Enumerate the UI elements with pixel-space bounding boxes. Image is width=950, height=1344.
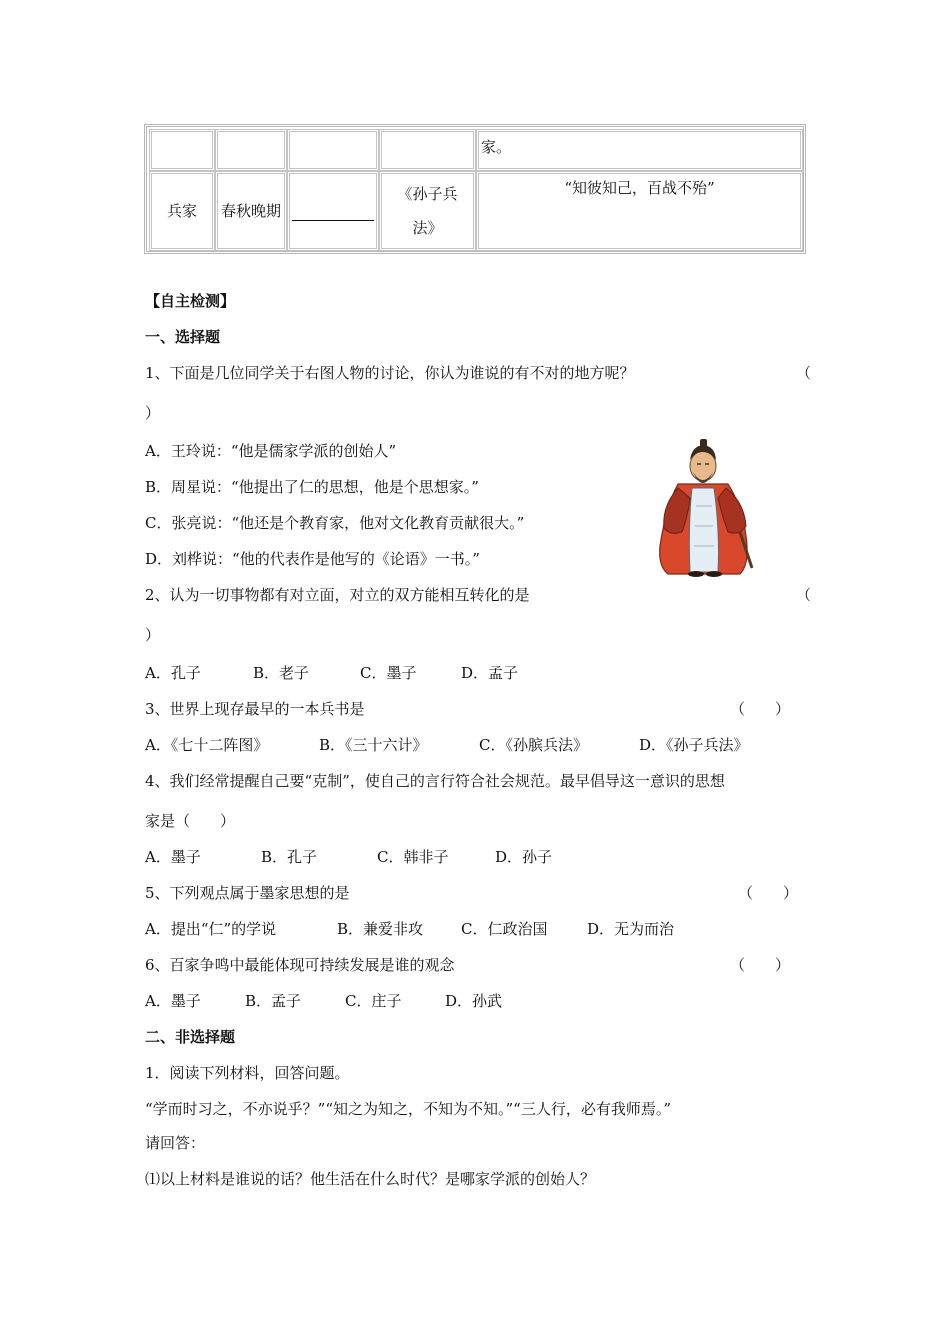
q1-option-b: B．周星说：“他提出了仁的思想，他是个思想家。” <box>145 478 479 496</box>
q4-option-b: B．孔子 <box>261 848 318 866</box>
q1-paren-close: ） <box>145 404 161 422</box>
q2-paren-close: ） <box>145 626 161 644</box>
school-name: 兵家 <box>166 202 197 220</box>
q1-option-c: C．张亮说：“他还是个教育家，他对文化教育贡献很大。” <box>145 514 525 532</box>
book-title-line1: 《孙子兵 <box>397 185 458 203</box>
table-cell <box>476 129 803 171</box>
q5-option-c: C．仁政治国 <box>461 920 548 938</box>
q4-option-d: D．孙子 <box>495 848 553 866</box>
q3-paren: （ ） <box>730 700 791 718</box>
confucius-illustration <box>648 436 758 578</box>
section-choice: 一、选择题 <box>145 328 221 346</box>
q5-option-a: A．提出“仁”的学说 <box>145 920 277 938</box>
q2-option-b: B．老子 <box>253 664 310 682</box>
q3-option-d: D．《孙子兵法》 <box>639 736 749 754</box>
fill-blank <box>292 202 374 221</box>
q2-option-a: A．孔子 <box>145 664 201 682</box>
schools-table <box>144 124 806 254</box>
q6-stem: 6、百家争鸣中最能体现可持续发展是谁的观念 <box>145 956 455 974</box>
table-cell <box>149 129 215 171</box>
section-self-check: 【自主检测】 <box>145 292 236 310</box>
table-cell-quote <box>476 171 803 251</box>
table-cell <box>287 129 379 171</box>
q4-stem-line2: 家是（ ） <box>145 812 236 830</box>
quote: “知彼知己，百战不殆” <box>564 179 715 197</box>
section-non-choice: 二、非选择题 <box>145 1028 236 1046</box>
nq1-sub1: ⑴以上材料是谁说的话？他生活在什么时代？是哪家学派的创始人？ <box>145 1170 596 1188</box>
table-cell-blank <box>287 171 379 251</box>
q6-options <box>145 990 745 1012</box>
q6-option-c: C．庄子 <box>345 992 402 1010</box>
q3-stem: 3、世界上现存最早的一本兵书是 <box>145 700 365 718</box>
nq1-stem: 1．阅读下列材料，回答问题。 <box>145 1064 350 1082</box>
table-cell-school <box>149 171 215 251</box>
period: 春秋晚期 <box>220 202 281 220</box>
q5-option-d: D．无为而治 <box>587 920 675 938</box>
nq1-material: “学而时习之，不亦说乎？”“知之为知之，不知为不知。”“三人行，必有我师焉。” <box>145 1100 672 1118</box>
q4-options <box>145 846 745 868</box>
q1-stem: 1、下面是几位同学关于右图人物的讨论，你认为谁说的有不对的地方呢？ <box>145 364 635 382</box>
q4-option-c: C．韩非子 <box>377 848 449 866</box>
q3-options <box>145 734 785 756</box>
q6-paren: （ ） <box>730 956 791 974</box>
q5-stem: 5、下列观点属于墨家思想的是 <box>145 884 350 902</box>
q2-paren-open: （ <box>796 586 812 604</box>
q1-option-d: D．刘桦说：“他的代表作是他写的《论语》一书。” <box>145 550 480 568</box>
q2-option-c: C．墨子 <box>360 664 417 682</box>
q1-option-a: A．王玲说：“他是儒家学派的创始人” <box>145 442 397 460</box>
q6-option-d: D．孙武 <box>445 992 503 1010</box>
q2-option-d: D．孟子 <box>461 664 519 682</box>
table-cell <box>379 129 476 171</box>
table-cell <box>215 129 287 171</box>
q5-options <box>145 918 765 940</box>
table-text: 家。 <box>481 138 512 156</box>
q3-option-a: A．《七十二阵图》 <box>145 736 269 754</box>
table-cell-book <box>379 171 476 251</box>
q6-option-a: A．墨子 <box>145 992 201 1010</box>
nq1-ask: 请回答： <box>145 1134 206 1152</box>
q4-option-a: A．墨子 <box>145 848 201 866</box>
q5-option-b: B．兼爱非攻 <box>337 920 424 938</box>
table-cell-period <box>215 171 287 251</box>
q3-option-c: C．《孙膑兵法》 <box>479 736 588 754</box>
q5-paren: （ ） <box>738 884 799 902</box>
q1-paren-open: （ <box>796 364 812 382</box>
q2-options <box>145 662 745 684</box>
q6-option-b: B．孟子 <box>245 992 302 1010</box>
q2-stem: 2、认为一切事物都有对立面，对立的双方能相互转化的是 <box>145 586 530 604</box>
q3-option-b: B．《三十六计》 <box>319 736 428 754</box>
q4-stem-line1: 4、我们经常提醒自己要“克制”，使自己的言行符合社会规范。最早倡导这一意识的思想 <box>145 772 725 790</box>
book-title-line2: 法》 <box>412 219 443 237</box>
